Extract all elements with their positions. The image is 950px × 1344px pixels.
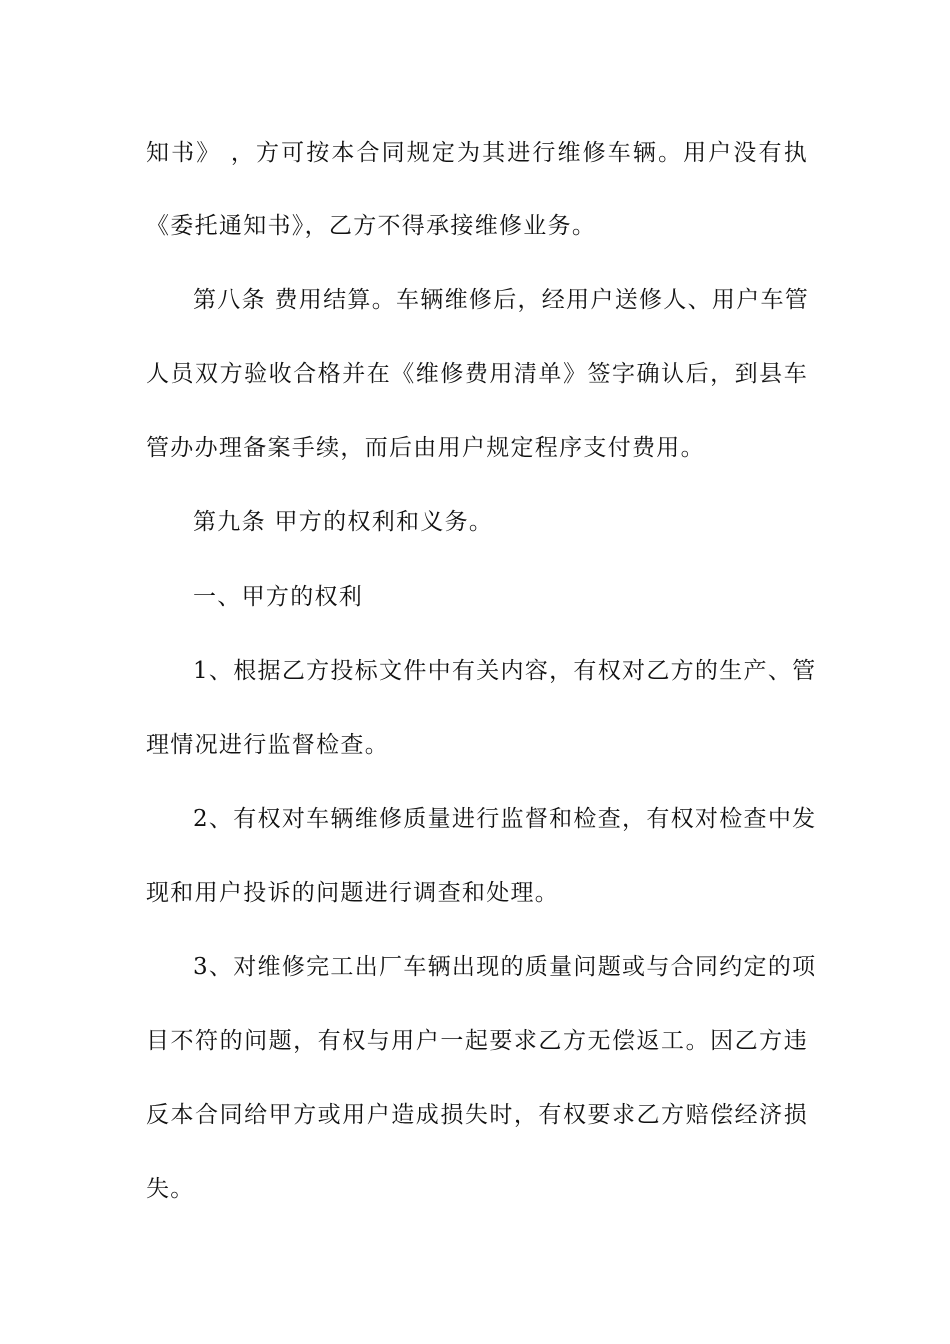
paragraph-line: 《委托通知书》，乙方不得承接维修业务。: [146, 213, 597, 239]
list-item-line: 3、对维修完工出厂车辆出现的质量问题或与合同约定的项: [193, 954, 817, 980]
list-item-line: 反本合同给甲方或用户造成损失时，有权要求乙方赔偿经济损: [146, 1102, 808, 1128]
list-item-line: 现和用户投诉的问题进行调查和处理。: [146, 880, 560, 906]
list-item-line: 失。: [146, 1176, 195, 1202]
paragraph-line: 人员双方验收合格并在《维修费用清单》签字确认后，到县车: [146, 361, 808, 387]
paragraph-line: 知书》 ，方可按本合同规定为其进行维修车辆。用户没有执: [146, 140, 808, 166]
article-8-heading-line: 第八条 费用结算。车辆维修后，经用户送修人、用户车管: [193, 287, 810, 313]
article-9-heading: 第九条 甲方的权利和义务。: [193, 509, 494, 535]
section-heading: 一、甲方的权利: [193, 584, 364, 610]
paragraph-line: 管办办理备案手续，而后由用户规定程序支付费用。: [146, 435, 705, 461]
list-item-line: 理情况进行监督检查。: [146, 732, 389, 758]
list-item-line: 目不符的问题，有权与用户一起要求乙方无偿返工。因乙方违: [146, 1028, 808, 1054]
list-item-line: 1、根据乙方投标文件中有关内容，有权对乙方的生产、管: [193, 658, 817, 684]
list-item-line: 2、有权对车辆维修质量进行监督和检查，有权对检查中发: [193, 806, 817, 832]
